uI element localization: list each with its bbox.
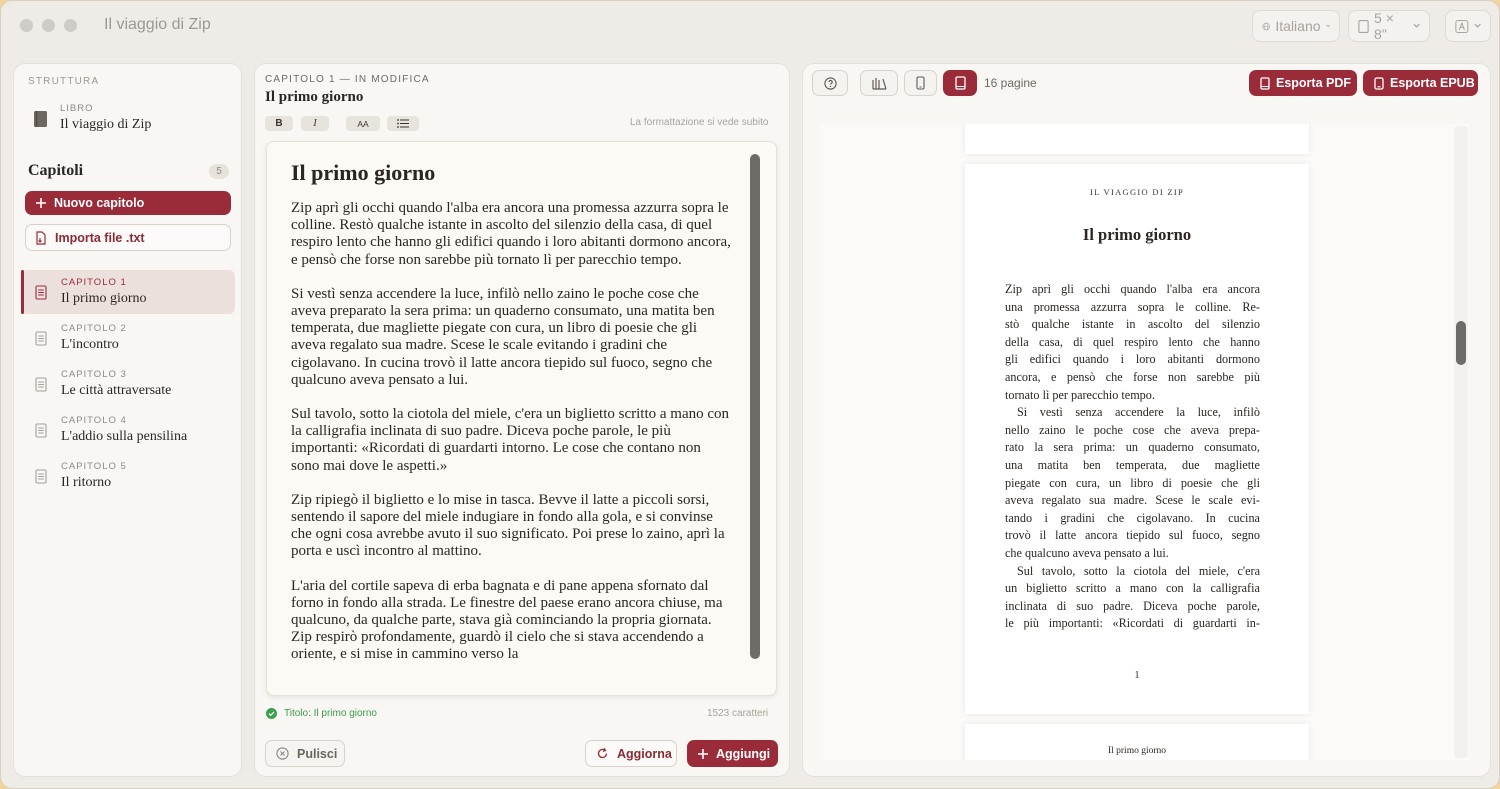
chapters-count-badge: 5 <box>209 164 229 179</box>
page-line: le più importanti: «Ricordati di guardarti in- <box>1005 616 1260 631</box>
chapter-title: Il primo giorno <box>61 291 147 306</box>
book-row[interactable] <box>33 103 151 133</box>
document-icon <box>35 285 47 300</box>
page-line: inclinata di suo padre. Diceva poche parole, <box>1005 598 1260 613</box>
export-epub-button[interactable] <box>1363 70 1478 96</box>
file-import-icon <box>35 231 47 245</box>
close-window-button[interactable] <box>20 19 33 32</box>
add-button[interactable] <box>687 740 778 767</box>
font-menu-button[interactable] <box>1445 10 1491 42</box>
editor-paragraph: Zip ripiegò il biglietto e lo mise in tasca. Bevve il latte a piccoli sorsi, sentendo il sapore del miele indugiare in fondo alla gola, e si convinse che ogni cosa avrebbe avuto il suo significato. Poi prese lo zaino, aprì la porta e uscì incontro al mattino. <box>291 491 725 560</box>
title-status-text: Titolo: Il primo giorno <box>284 708 377 719</box>
page-line: tando i gradini che cigolavano. In cucina <box>1005 510 1260 525</box>
page-body <box>1005 281 1260 633</box>
add-label: Aggiungi <box>716 746 771 761</box>
update-button[interactable] <box>585 740 677 767</box>
update-label: Aggiorna <box>617 746 672 761</box>
import-file-button[interactable] <box>25 224 231 251</box>
export-pdf-label: Esporta PDF <box>1276 76 1352 90</box>
chapter-title: L'incontro <box>61 337 119 352</box>
chapters-heading: Capitoli <box>28 162 84 179</box>
page-line: Zip aprì gli occhi quando l'alba era ancora <box>1005 282 1260 296</box>
editor-paragraph: Si vestì senza accendere la luce, infilò nello zaino le poche cose che aveva preparato la sera prima: un quaderno consumato, una matita ben temperata, due magliette piegate con cura, un libro di poesie che gli aveva regalato sua madre. Scese le scale evitando i gradini che cigolavano. In cucina trovò il latte ancora tiepido sul fuoco, segno che qualcuno aveva pensato a lui. <box>291 285 715 388</box>
next-page <box>965 724 1309 760</box>
page-line: che qualcuno aveva pensato a lui. <box>1005 545 1169 560</box>
book-icon <box>33 110 48 128</box>
chapter-title: L'addio sulla pensilina <box>61 429 188 444</box>
preview-scroll-track[interactable] <box>1454 126 1468 758</box>
chevron-down-icon <box>1326 23 1330 29</box>
refresh-icon <box>596 747 609 760</box>
chapter-label: CAPITOLO 5 <box>61 461 127 472</box>
preview-page <box>965 164 1309 714</box>
chapter-item-4[interactable] <box>21 408 235 452</box>
page-line: Si vestì senza accendere la luce, infilò <box>1017 405 1260 420</box>
chapter-title: Il ritorno <box>61 475 112 490</box>
book-label: LIBRO <box>60 103 94 114</box>
page-line: stò qualche istante in ascolto del silenzio <box>1005 317 1260 332</box>
check-circle-icon <box>266 708 277 719</box>
clear-label: Pulisci <box>297 746 338 761</box>
editor-paragraph: Zip aprì gli occhi quando l'alba era ancora una promessa azzurra sopra le colline. Restò qualche istante in ascolto del silenzio della casa, di quel respiro lento che hanno gli edifici quando i loro abitanti dormono ancora, e pensò che forse non sarebbe più tornato lì per parecchio tempo. <box>291 200 731 268</box>
page-line: piegate con cura, un libro di poesie che gli <box>1005 475 1260 490</box>
chapter-label: CAPITOLO 4 <box>61 415 127 426</box>
chapter-item-2[interactable] <box>21 316 235 360</box>
chapter-item-3[interactable] <box>21 362 235 406</box>
document-icon <box>35 377 47 392</box>
chapter-label: CAPITOLO 2 <box>61 323 127 334</box>
page-line: un biglietto scritto a mano con la calligrafia <box>1005 581 1260 596</box>
document-icon <box>35 423 47 438</box>
page-line: della casa, di quel respiro lento che hanno <box>1005 334 1260 349</box>
new-chapter-button[interactable] <box>25 191 231 215</box>
spread-view-button[interactable] <box>860 70 898 96</box>
export-pdf-button[interactable] <box>1249 70 1357 96</box>
page-line: nello zaino le poche cose che aveva prepa- <box>1005 422 1260 437</box>
single-page-view-button[interactable] <box>904 70 937 96</box>
list-icon <box>397 119 409 128</box>
page-count: 16 pagine <box>984 76 1037 90</box>
running-head: IL VIAGGIO DI ZIP <box>1089 187 1185 197</box>
chapter-item-1[interactable] <box>21 270 235 314</box>
new-chapter-label: Nuovo capitolo <box>54 196 145 210</box>
page-size-select[interactable] <box>1348 10 1430 42</box>
plus-icon <box>36 198 46 208</box>
page-chapter-title: Il primo giorno <box>1082 225 1192 244</box>
editor-paragraph: L'aria del cortile sapeva di erba bagnata e di pane appena sfornato dal forno in fondo alla strada. Le finestre del paese erano ancora chiuse, ma qualcuno, da qualche parte, stava già cominciando la propria giornata. Zip respirò profondamente, guardò il cielo che si stava accendendo a oriente, e si mise in cammino verso la <box>291 577 723 663</box>
zoom-window-button[interactable] <box>64 19 77 32</box>
list-button[interactable] <box>387 116 419 131</box>
format-hint: La formattazione si vede subito <box>630 117 769 128</box>
next-page-running-head: Il primo giorno <box>1107 746 1167 756</box>
editor-paragraph: Sul tavolo, sotto la ciotola del miele, c'era un biglietto scritto a mano con la calligrafia inclinata di suo padre. Diceva poche parole, le più importanti: «Ricordati di guardarti intorno. Le cose che contano non sono mai dove le aspetti.» <box>291 406 730 474</box>
language-value: Italiano <box>1275 18 1321 34</box>
page-icon <box>1358 19 1369 34</box>
phone-icon <box>916 76 925 90</box>
font-icon <box>1455 19 1469 34</box>
plus-icon <box>698 749 708 759</box>
book-preview[interactable] <box>820 124 1469 760</box>
page-line: gli edifici quando i loro abitanti dormono <box>1005 352 1260 367</box>
page-size-value: 5 × 8" <box>1374 10 1394 42</box>
chevron-down-icon <box>1413 23 1420 29</box>
page-line: una matita ben temperata, due magliette <box>1005 457 1260 472</box>
editor-scrollbar[interactable] <box>750 154 760 659</box>
import-file-label: Importa file .txt <box>55 230 145 245</box>
help-button[interactable] <box>812 70 848 96</box>
book-view-button[interactable] <box>943 70 977 96</box>
clear-button[interactable] <box>265 740 345 767</box>
chapter-item-5[interactable] <box>21 454 235 498</box>
page-line: una promessa azzurra sopra le colline. Re- <box>1005 299 1260 314</box>
page-number: 1 <box>1134 670 1140 681</box>
previous-page <box>965 124 1309 154</box>
italic-button[interactable]: I <box>301 116 329 131</box>
minimize-window-button[interactable] <box>42 19 55 32</box>
page-line: trovò il latte ancora tiepido sul fuoco, segno <box>1005 528 1260 543</box>
title-status <box>266 708 377 719</box>
chapter-label: CAPITOLO 1 <box>61 277 127 288</box>
page-line: ancora, e pensò che forse non sarebbe più <box>1005 369 1260 384</box>
globe-icon <box>1262 19 1270 34</box>
help-icon <box>824 77 837 90</box>
editor-heading: Il primo giorno <box>291 160 436 185</box>
chapter-text-editor[interactable] <box>266 141 777 696</box>
phone-icon <box>1374 77 1384 90</box>
page-line: tornato lì per parecchio tempo. <box>1005 387 1155 402</box>
bookshelf-icon <box>872 77 887 90</box>
text-size-button[interactable]: AA <box>346 116 380 131</box>
preview-scrollbar[interactable] <box>1456 321 1466 365</box>
page-line: rato la sera prima: un quaderno consumato, <box>1005 440 1260 455</box>
page-line: Sul tavolo, sotto la ciotola del miele, c'era <box>1017 563 1260 578</box>
language-select[interactable] <box>1252 10 1340 42</box>
document-icon <box>35 469 47 484</box>
editor-chapter-title: Il primo giorno <box>265 89 364 105</box>
window-title: Il viaggio di Zip <box>104 16 211 33</box>
document-icon <box>35 331 47 346</box>
export-epub-label: Esporta EPUB <box>1390 76 1475 90</box>
chevron-down-icon <box>1474 23 1481 29</box>
character-count: 1523 caratteri <box>707 708 769 719</box>
chapter-title: Le città attraversate <box>61 383 172 398</box>
book-page-icon <box>955 76 966 90</box>
clear-icon <box>276 747 289 760</box>
page-line: aveva regalato sua madre. Scese le scale evi- <box>1005 493 1260 508</box>
chapter-label: CAPITOLO 3 <box>61 369 127 380</box>
sidebar-section-label: STRUTTURA <box>28 76 100 87</box>
book-page-icon <box>1260 77 1270 90</box>
bold-button[interactable]: B <box>265 116 293 131</box>
title-bar <box>1 1 1499 51</box>
editor-status-label: CAPITOLO 1 — IN MODIFICA <box>265 74 430 85</box>
book-title: Il viaggio di Zip <box>60 117 152 132</box>
